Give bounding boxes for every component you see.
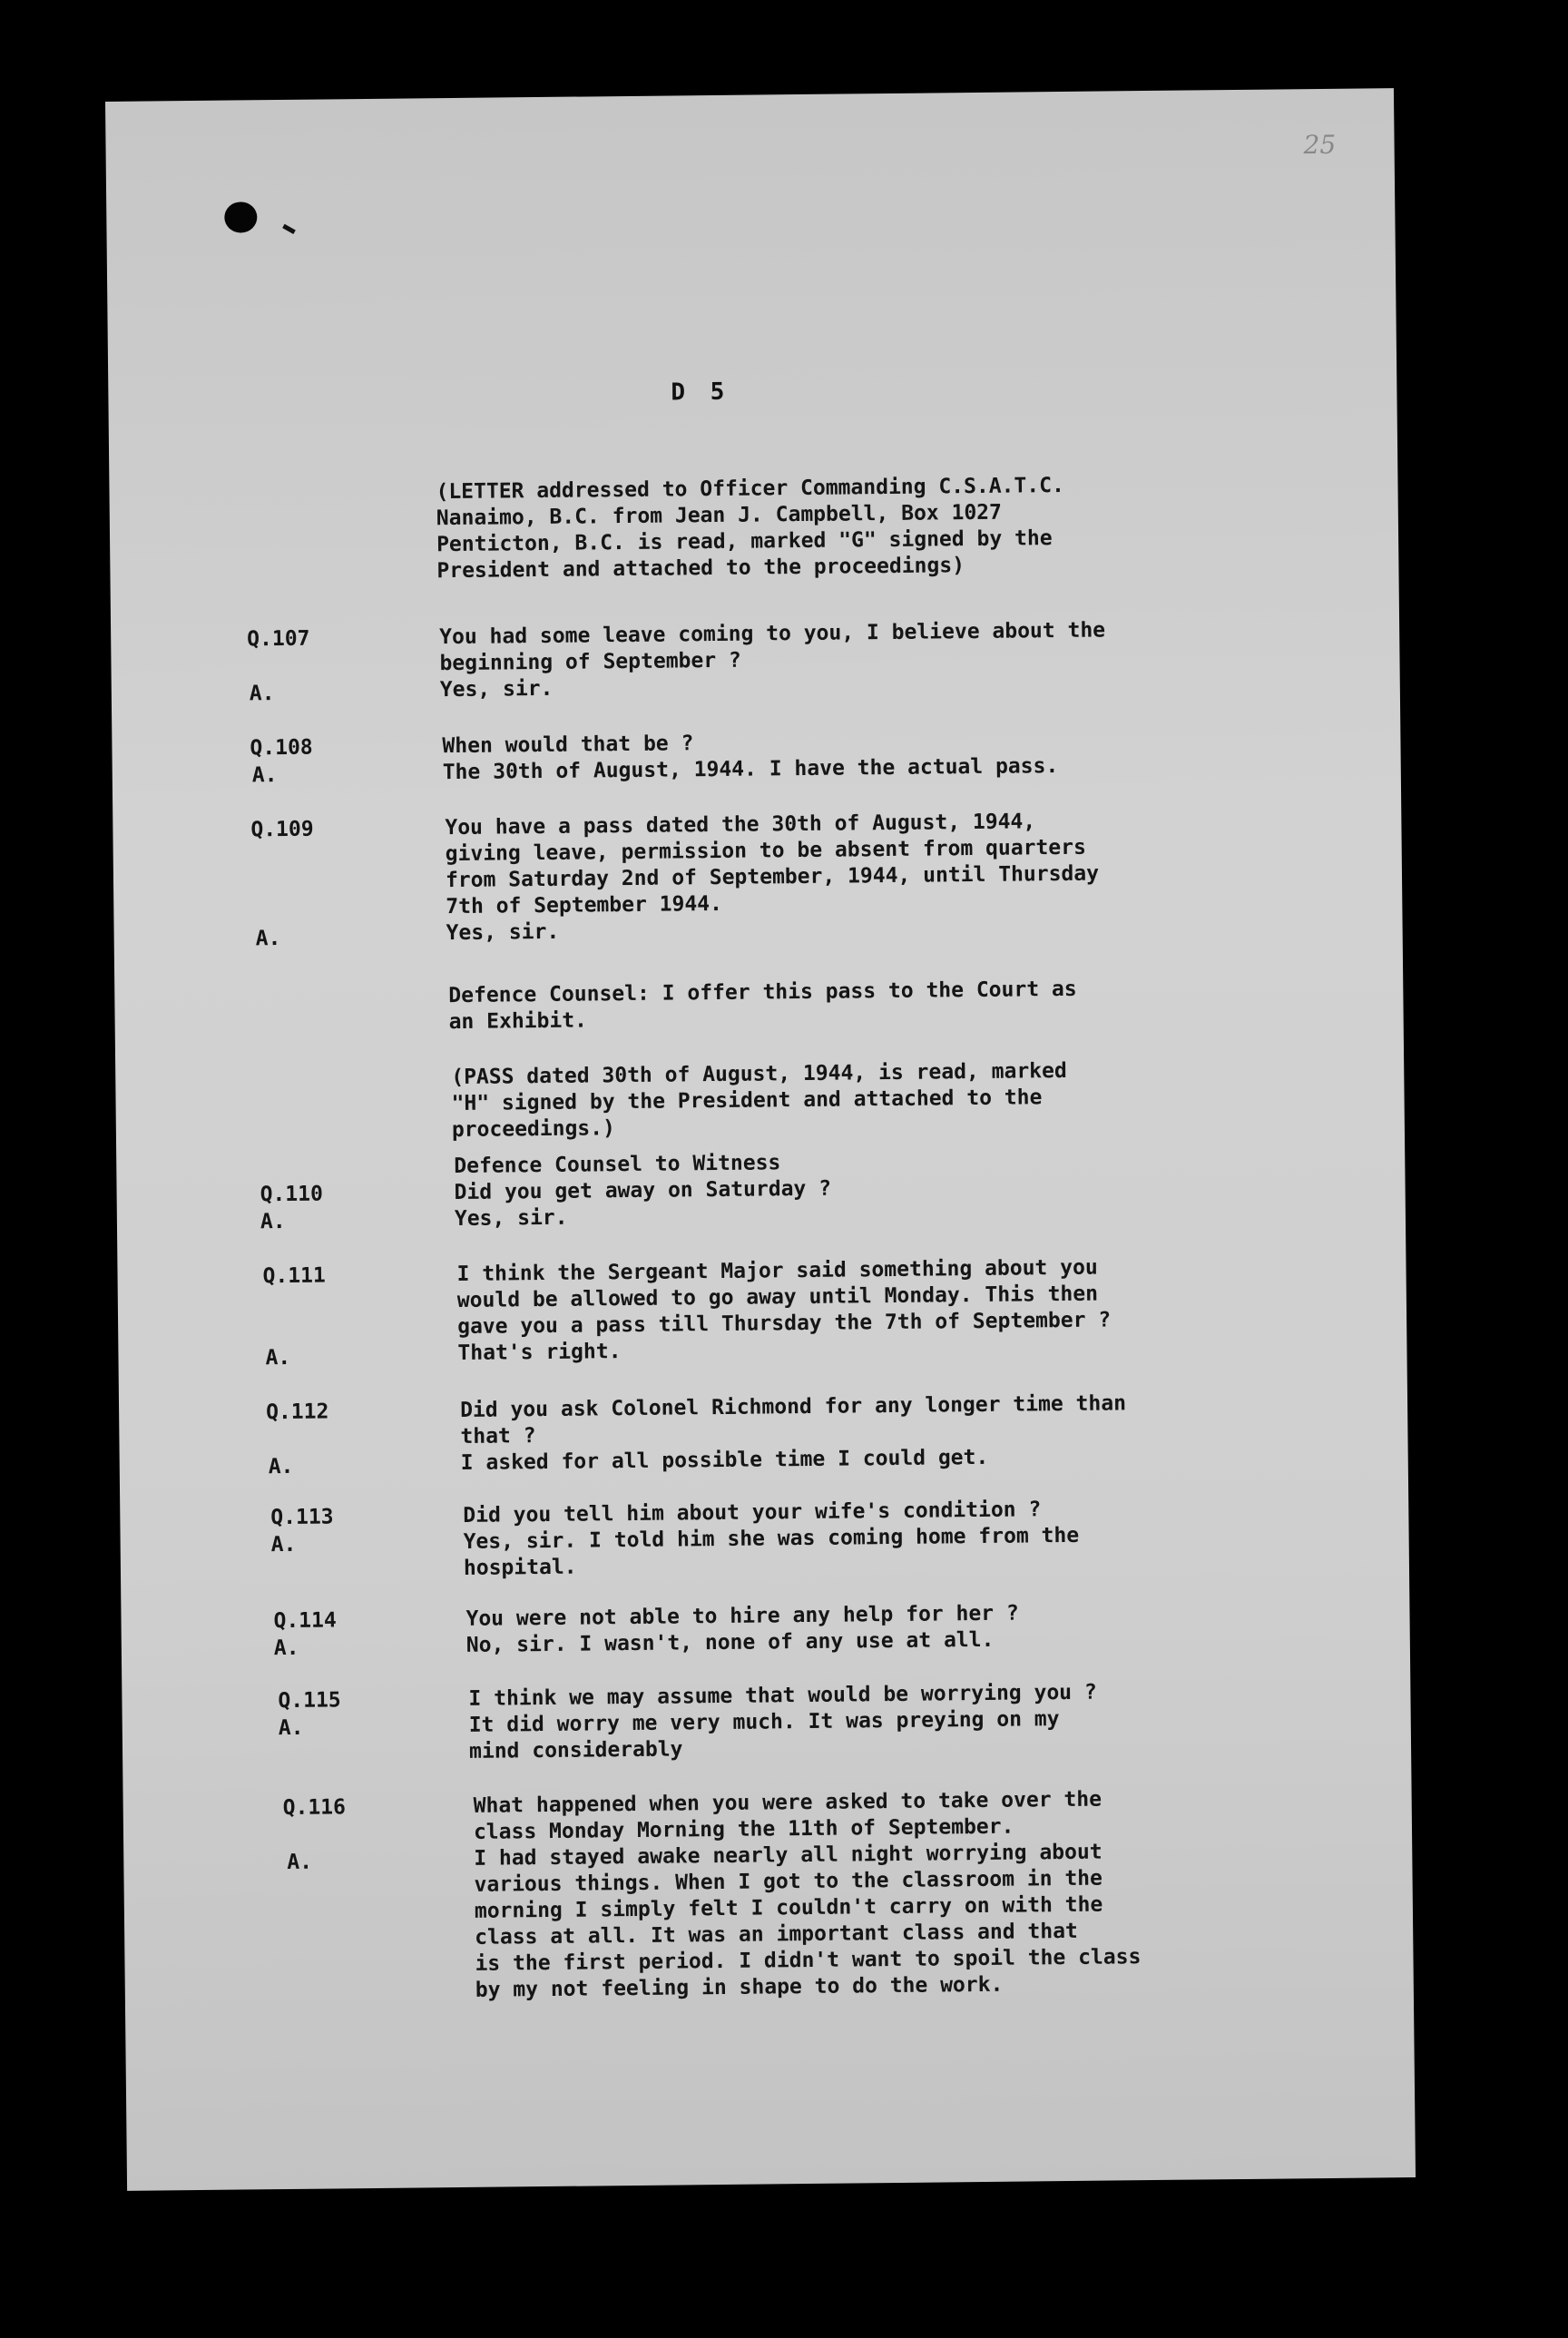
- answer-label: A.: [251, 763, 278, 788]
- question-number: Q.108: [250, 735, 313, 761]
- question-number: Q.112: [265, 1400, 329, 1425]
- answer-label: A.: [268, 1454, 294, 1479]
- corner-mark: 25: [1303, 129, 1337, 161]
- answer-label: A.: [287, 1850, 313, 1875]
- entry-text: I think the Sergeant Major said something about you would be allowed to go away until Monday. This then gave you a pass till Thursday the 7th of September ? That's right.: [456, 1255, 1112, 1366]
- question-number: Q.107: [247, 626, 310, 652]
- punch-hole-icon: [224, 201, 257, 232]
- question-number: Q.113: [270, 1505, 334, 1530]
- entry-text: You had some leave coming to you, I believe about the beginning of September ? Yes, sir.: [439, 618, 1106, 702]
- question-number: Q.115: [278, 1688, 341, 1714]
- entry-text: When would that be ? The 30th of August, 1944. I have the actual pass.: [442, 732, 1059, 785]
- answer-label: A.: [270, 1532, 297, 1557]
- answer-label: A.: [249, 682, 275, 706]
- entry-text: Defence Counsel to Witness Did you get away on Saturday ? Yes, sir.: [454, 1151, 832, 1232]
- entry-text: You were not able to hire any help for her ? No, sir. I wasn't, none of any use at all.: [466, 1601, 1019, 1657]
- entry-text: (LETTER addressed to Officer Commanding C.S.A.T.C. Nanaimo, B.C. from Jean J. Campbell, Box 1027 Penticton, B.C. is read, marked "G" signed by the President and attached to the proceedings): [436, 473, 1064, 584]
- page-label: D 5: [671, 378, 730, 407]
- question-number: Q.111: [262, 1263, 326, 1289]
- entry-text: (PASS dated 30th of August, 1944, is read, marked "H" signed by the President and attached to the proceedings.): [451, 1058, 1067, 1143]
- answer-label: A.: [273, 1636, 299, 1661]
- question-number: Q.110: [260, 1182, 324, 1207]
- question-number: Q.116: [282, 1795, 347, 1821]
- answer-label: A.: [278, 1715, 304, 1741]
- entry-text: Defence Counsel: I offer this pass to the Court as an Exhibit.: [448, 977, 1077, 1035]
- answer-label: A.: [255, 927, 281, 951]
- entry-text: Did you ask Colonel Richmond for any longer time than that ? I asked for all possible time I could get.: [459, 1391, 1127, 1475]
- entry-text: I think we may assume that would be worrying you ? It did worry me very much. It was preying on my mind considerably: [468, 1680, 1097, 1763]
- document-page: [105, 88, 1416, 2191]
- entry-text: What happened when you were asked to take over the class Monday Morning the 11th of September. I had stayed awake nearly all night worrying about various things. When I got to the classroom in the morning I simply felt I couldn't carry on with the class at all. It was an important class and that is the first period. I didn't want to spoil the class by my not feeling in shape to do the work.: [473, 1787, 1142, 2002]
- answer-label: A.: [260, 1209, 286, 1234]
- question-number: Q.109: [250, 817, 314, 842]
- answer-label: A.: [265, 1345, 291, 1370]
- question-number: Q.114: [273, 1608, 337, 1634]
- ink-mark: [282, 224, 296, 234]
- entry-text: You have a pass dated the 30th of August, 1944, giving leave, permission to be absent from quarters from Saturday 2nd of September, 1944, until Thursday 7th of September 1944. Yes, sir.: [445, 810, 1100, 946]
- entry-text: Did you tell him about your wife's condition ? Yes, sir. I told him she was coming home from the hospital.: [463, 1498, 1080, 1580]
